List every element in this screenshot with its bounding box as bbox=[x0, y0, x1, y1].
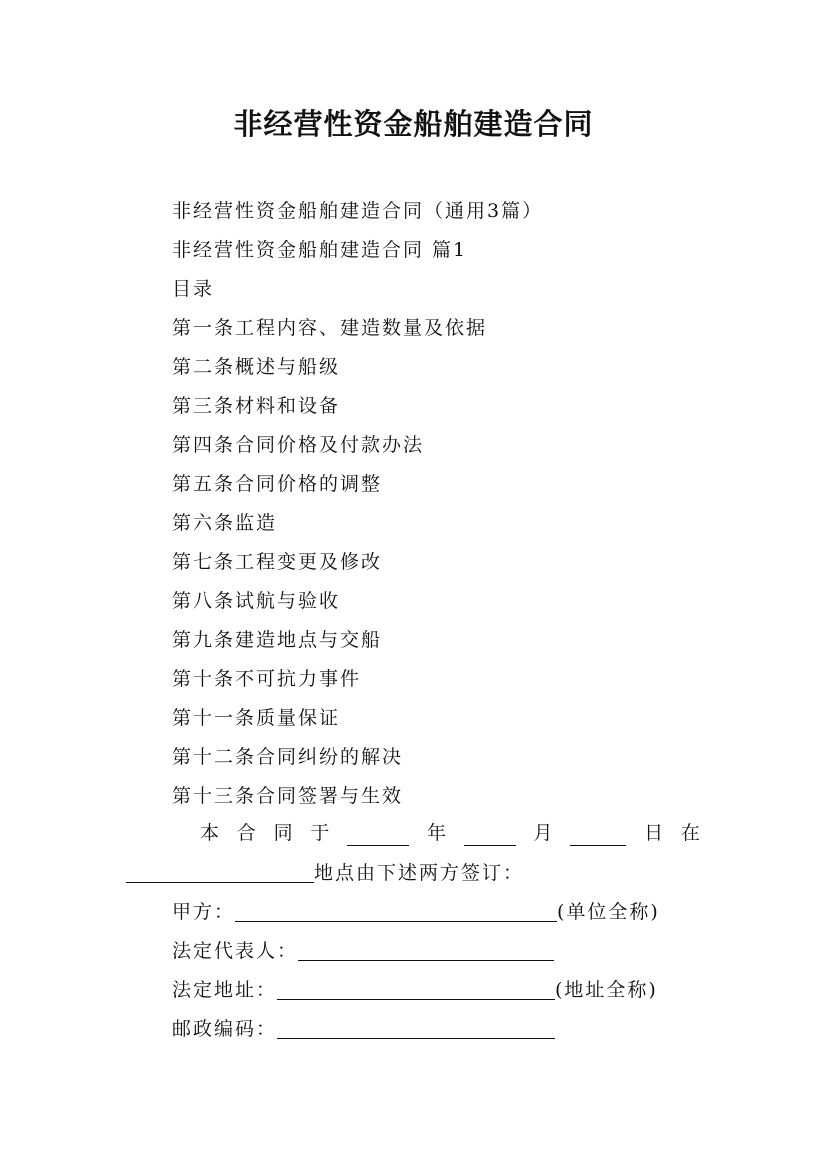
party-a-note: (单位全称) bbox=[557, 901, 660, 923]
signing-date-line bbox=[200, 820, 700, 846]
year-blank[interactable] bbox=[347, 827, 409, 846]
intro-line-2: 非经营性资金船舶建造合同 篇1 bbox=[172, 239, 468, 261]
month-label: 月 bbox=[533, 822, 553, 844]
month-blank[interactable] bbox=[464, 827, 516, 846]
toc-item[interactable]: 第四条合同价格及付款办法 bbox=[172, 434, 425, 456]
intro-line-1: 非经营性资金船舶建造合同（通用3篇） bbox=[172, 200, 544, 222]
signing-location-line bbox=[126, 860, 524, 886]
toc-item[interactable]: 第七条工程变更及修改 bbox=[172, 551, 383, 573]
legal-rep-label: 法定代表人： bbox=[172, 940, 299, 962]
toc-item[interactable]: 第十二条合同纠纷的解决 bbox=[172, 746, 404, 768]
date-word: 于 bbox=[310, 822, 330, 844]
toc-heading: 目录 bbox=[172, 278, 215, 300]
legal-addr-blank[interactable] bbox=[277, 981, 555, 1000]
toc-item[interactable]: 第十三条合同签署与生效 bbox=[172, 785, 404, 807]
toc-item[interactable]: 第十一条质量保证 bbox=[172, 707, 341, 729]
day-label: 日 bbox=[644, 822, 664, 844]
day-blank[interactable] bbox=[570, 827, 626, 846]
toc-item[interactable]: 第八条试航与验收 bbox=[172, 590, 341, 612]
party-a-line bbox=[172, 899, 660, 925]
postcode-blank[interactable] bbox=[277, 1020, 555, 1039]
toc-item[interactable]: 第六条监造 bbox=[172, 512, 278, 534]
legal-rep-line bbox=[172, 938, 554, 964]
legal-rep-blank[interactable] bbox=[298, 942, 554, 961]
date-word: 合 bbox=[236, 822, 256, 844]
toc-item[interactable]: 第五条合同价格的调整 bbox=[172, 473, 383, 495]
legal-addr-line bbox=[172, 977, 658, 1003]
toc-item[interactable]: 第三条材料和设备 bbox=[172, 395, 341, 417]
postcode-line bbox=[172, 1016, 555, 1042]
location-blank[interactable] bbox=[126, 864, 314, 883]
toc-item[interactable]: 第一条工程内容、建造数量及依据 bbox=[172, 317, 488, 339]
party-a-blank[interactable] bbox=[235, 903, 557, 922]
year-label: 年 bbox=[426, 822, 446, 844]
toc-item[interactable]: 第二条概述与船级 bbox=[172, 356, 341, 378]
legal-addr-label: 法定地址： bbox=[172, 979, 278, 1001]
location-suffix: 地点由下述两方签订： bbox=[314, 862, 525, 884]
legal-addr-note: (地址全称) bbox=[555, 979, 658, 1001]
date-word: 同 bbox=[273, 822, 293, 844]
postcode-label: 邮政编码： bbox=[172, 1018, 278, 1040]
party-a-label: 甲方： bbox=[172, 901, 236, 923]
date-word: 本 bbox=[200, 822, 220, 844]
toc-item[interactable]: 第九条建造地点与交船 bbox=[172, 629, 383, 651]
document-title: 非经营性资金船舶建造合同 bbox=[233, 107, 594, 141]
date-word: 在 bbox=[680, 822, 700, 844]
toc-item[interactable]: 第十条不可抗力事件 bbox=[172, 668, 362, 690]
